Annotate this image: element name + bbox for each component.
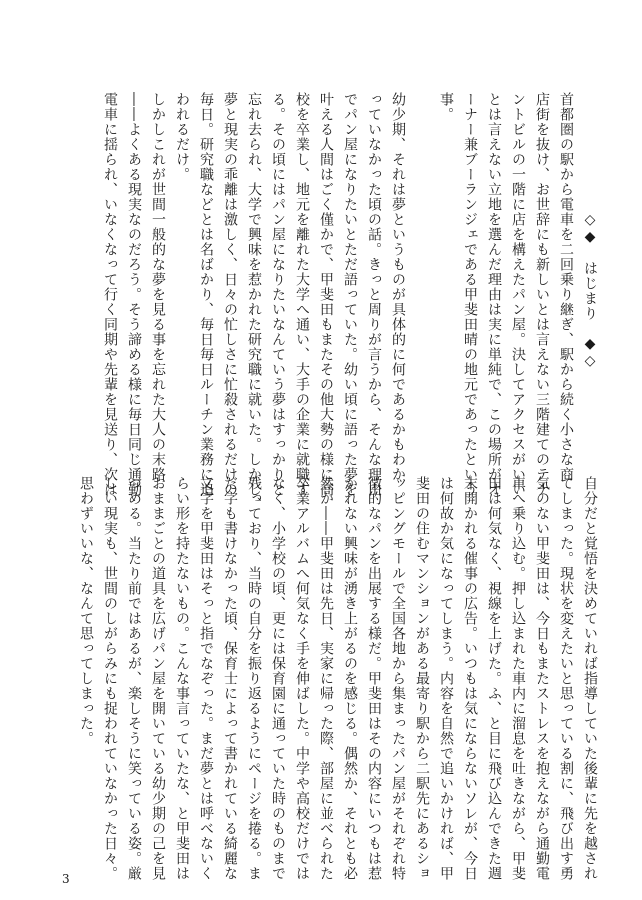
text-line: かれない興味が湧き上がるのを感じる。偶然か、それとも必 — [342, 476, 358, 881]
text-line: っていなかった頃の話。きっと周りが言うから、そんな理由 — [366, 92, 382, 497]
text-line: てしまった。現状を変えたいと思っている割に、飛び出す勇 — [558, 476, 574, 881]
text-line: らい形を持たないもの。こんな事言っていたな、と甲斐田は — [174, 476, 190, 881]
text-line: ッピングモールで全国各地から集まったパン屋がそれぞれ特 — [390, 476, 406, 881]
text-line: しい現実も、世間のしがらみにも捉われていなかった日々。 — [102, 476, 118, 881]
text-line: われるだけ。 — [174, 92, 190, 182]
text-line: 徴的なパンを出展する様だ。甲斐田はその内容にいつもは惹 — [366, 476, 382, 881]
text-line: 文字を甲斐田はそっと指でなぞった。まだ夢とは呼べないく — [198, 476, 214, 881]
text-line: は何故か気になってしまう。内容を自然で追いかければ、甲 — [438, 476, 454, 881]
chapter-heading: ◇◆ はじまり ◆◇ — [582, 212, 598, 370]
text-line: つめる。当たり前ではあるが、楽しそうに笑っている姿。厳 — [126, 476, 142, 881]
text-line: 毎日。研究職などとは名ばかり、毎日毎日ルーチン業務に追 — [198, 92, 214, 497]
text-line: 田は何気なく、視線を上げた。ふ、と目に飛び込んできた週 — [486, 476, 502, 881]
text-line: 校を卒業し、地元を離れた大学へ通い、大手の企業に就職す — [294, 92, 310, 497]
text-line: 気のない甲斐田は、今日もまたストレスを抱えながら通勤電 — [534, 476, 550, 881]
text-line: しかしこれが世間一般的な夢を見る事を忘れた大人の末路 — [150, 92, 166, 482]
text-line: 卒業アルバムへ何気なく手を伸ばした。中学や高校だけでは — [294, 476, 310, 881]
text-line: 車へ乗り込む。押し込まれた車内に溜息を吐きながら、甲斐 — [510, 476, 526, 881]
text-line: ントビルの一階に店を構えたパン屋。決してアクセスがいい — [510, 92, 526, 497]
text-line: ――よくある現実なのだろう。そう諦める様に毎日同じ通勤 — [126, 92, 142, 497]
text-line: 電車に揺られ、いなくなって行く同期や先輩を見送り、次は — [102, 92, 118, 497]
text-line: でパン屋になりたいとただ語っていた。幼い頃に語った夢を — [342, 92, 358, 497]
text-line: 叶える人間はごく僅かで、甲斐田もまたその他大勢の様に高 — [318, 92, 334, 497]
text-line: 夢と現実の乖離は激しく、日々の忙しさに忙殺されるだけの — [222, 92, 238, 497]
text-line: とは言えない立地を選んだ理由は実に単純で、この場所がオ — [486, 92, 502, 497]
blank-line — [410, 92, 434, 462]
bottom-text-block — [78, 476, 602, 881]
text-line: ーナー兼ブーランジェである甲斐田晴の地元であったという — [462, 92, 478, 497]
text-line: る。その頃にはパン屋になりたいなんていう夢はすっかりと — [270, 92, 286, 497]
text-line: 思わずいいな、なんて思ってしまった。 — [78, 476, 94, 746]
text-line: 幼少期、それは夢というものが具体的に何であるかもわか — [390, 92, 406, 482]
text-line: おままごとの道具を広げパン屋を開いている幼少期の己を見 — [150, 476, 166, 881]
text-line: 店街を抜け、お世辞にも新しいとは言えない三階建てのテナ — [534, 92, 550, 497]
text-line: 末開かれる催事の広告。いつもは気にならないソレが、今日 — [462, 476, 478, 881]
text-line: 首都圏の駅から電車を二回乗り継ぎ、駅から続く小さな商 — [558, 92, 574, 482]
text-line: 然か――甲斐田は先日、実家に帰った際、部屋に並べられた — [318, 476, 334, 881]
text-line: 斐田の住むマンションがある最寄り駅から二駅先にあるショ — [414, 476, 430, 881]
text-line: 事。 — [438, 92, 454, 122]
text-line: 自分だと覚悟を決めていれば指導していた後輩に先を越され — [582, 476, 598, 881]
page-number: 3 — [62, 872, 70, 886]
text-line: なく、小学校の頃、更には保育園に通っていた時のものまで — [270, 476, 286, 881]
text-line: 残っており、当時の自分を振り返るようにページを捲る。ま — [246, 476, 262, 881]
text-line: だ字も書けなかった頃、保育士によって書かれている綺麗な — [222, 476, 238, 881]
top-text-block — [14, 92, 602, 512]
text-line: 忘れ去られ、大学で興味を惹かれた研究職に就いた。しかし、 — [246, 92, 262, 512]
